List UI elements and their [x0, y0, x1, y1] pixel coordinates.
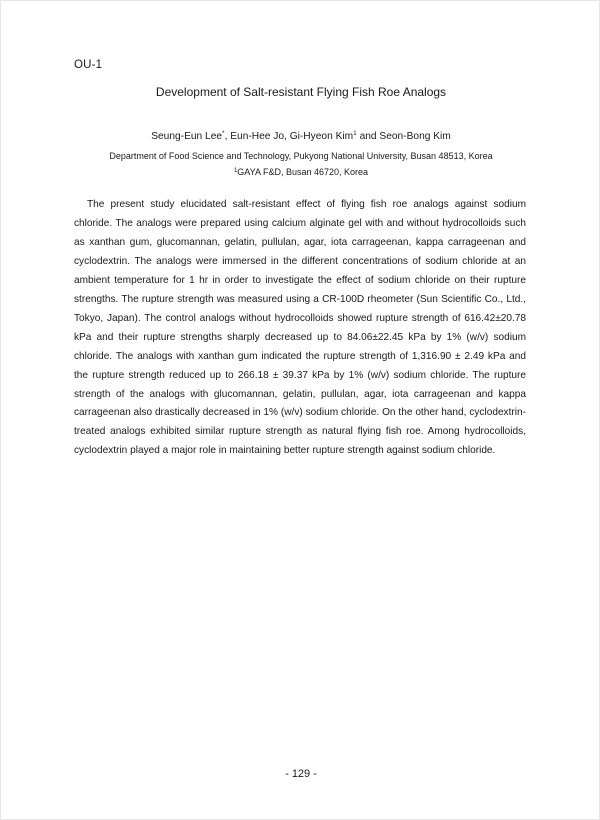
paper-title: Development of Salt-resistant Flying Fish Roe Analogs [155, 85, 447, 99]
author-name: Seung-Eun Lee [151, 131, 223, 142]
session-code: OU-1 [74, 59, 103, 71]
page-number: - 129 - [285, 768, 317, 780]
author-name: Gi-Hyeon Kim [289, 131, 354, 142]
author-separator: , [284, 131, 290, 142]
author-separator: and [356, 131, 380, 142]
author-mark: 1 [353, 130, 357, 137]
affiliation-primary [1, 151, 600, 161]
author-name: Seon-Bong Kim [379, 131, 451, 142]
affiliation-secondary [1, 167, 600, 177]
author-separator: , [224, 131, 231, 142]
affiliation-text: GAYA F&D, Busan 46720, Korea [237, 167, 369, 177]
affiliation-mark: 1 [233, 168, 238, 174]
affiliation-text: Department of Food Science and Technology, Pukyong National University, Busan 48513, Korea [109, 151, 493, 161]
author-list [1, 131, 600, 142]
author-name: Eun-Hee Jo [230, 131, 285, 142]
author-mark: * [222, 130, 225, 137]
abstract-body: The present study elucidated salt-resistant effect of flying fish roe analogs against sodium chloride. The analogs were prepared using calcium alginate gel with and without hydrocolloids such as xanthan gum, glucomannan, gelatin, pullulan, agar, iota carrageenan, kappa carrageenan and cyclodextrin. The analogs were immersed in the different concentrations of sodium chloride at an ambient temperature for 1 hr in order to investigate the effect of sodium chloride on their rupture strengths. The rupture strength was measured using a CR-100D rheometer (Sun Scientific Co., Ltd., Tokyo, Japan). The control analogs without hydrocolloids showed rupture strength of 616.42±20.78 kPa and their rupture strengths sharply decreased up to 84.06±22.45 kPa by 1% (w/v) sodium chloride. The analogs with xanthan gum indicated the rupture strength of 1,316.90 ± 2.49 kPa and the rupture strength reduced up to 266.18 ± 39.37 kPa by 1% (w/v) sodium chloride. The rupture strength of the analogs with glucomannan, gelatin, pullulan, agar, iota carrageenan and kappa carrageenan also drastically decreased in 1% (w/v) sodium chloride. On the other hand, cyclodextrin-treated analogs exhibited similar rupture strength as natural flying fish roe. Among hydrocolloids, cyclodextrin played a major role in maintaining better rupture strength against sodium chloride. [74, 199, 526, 457]
